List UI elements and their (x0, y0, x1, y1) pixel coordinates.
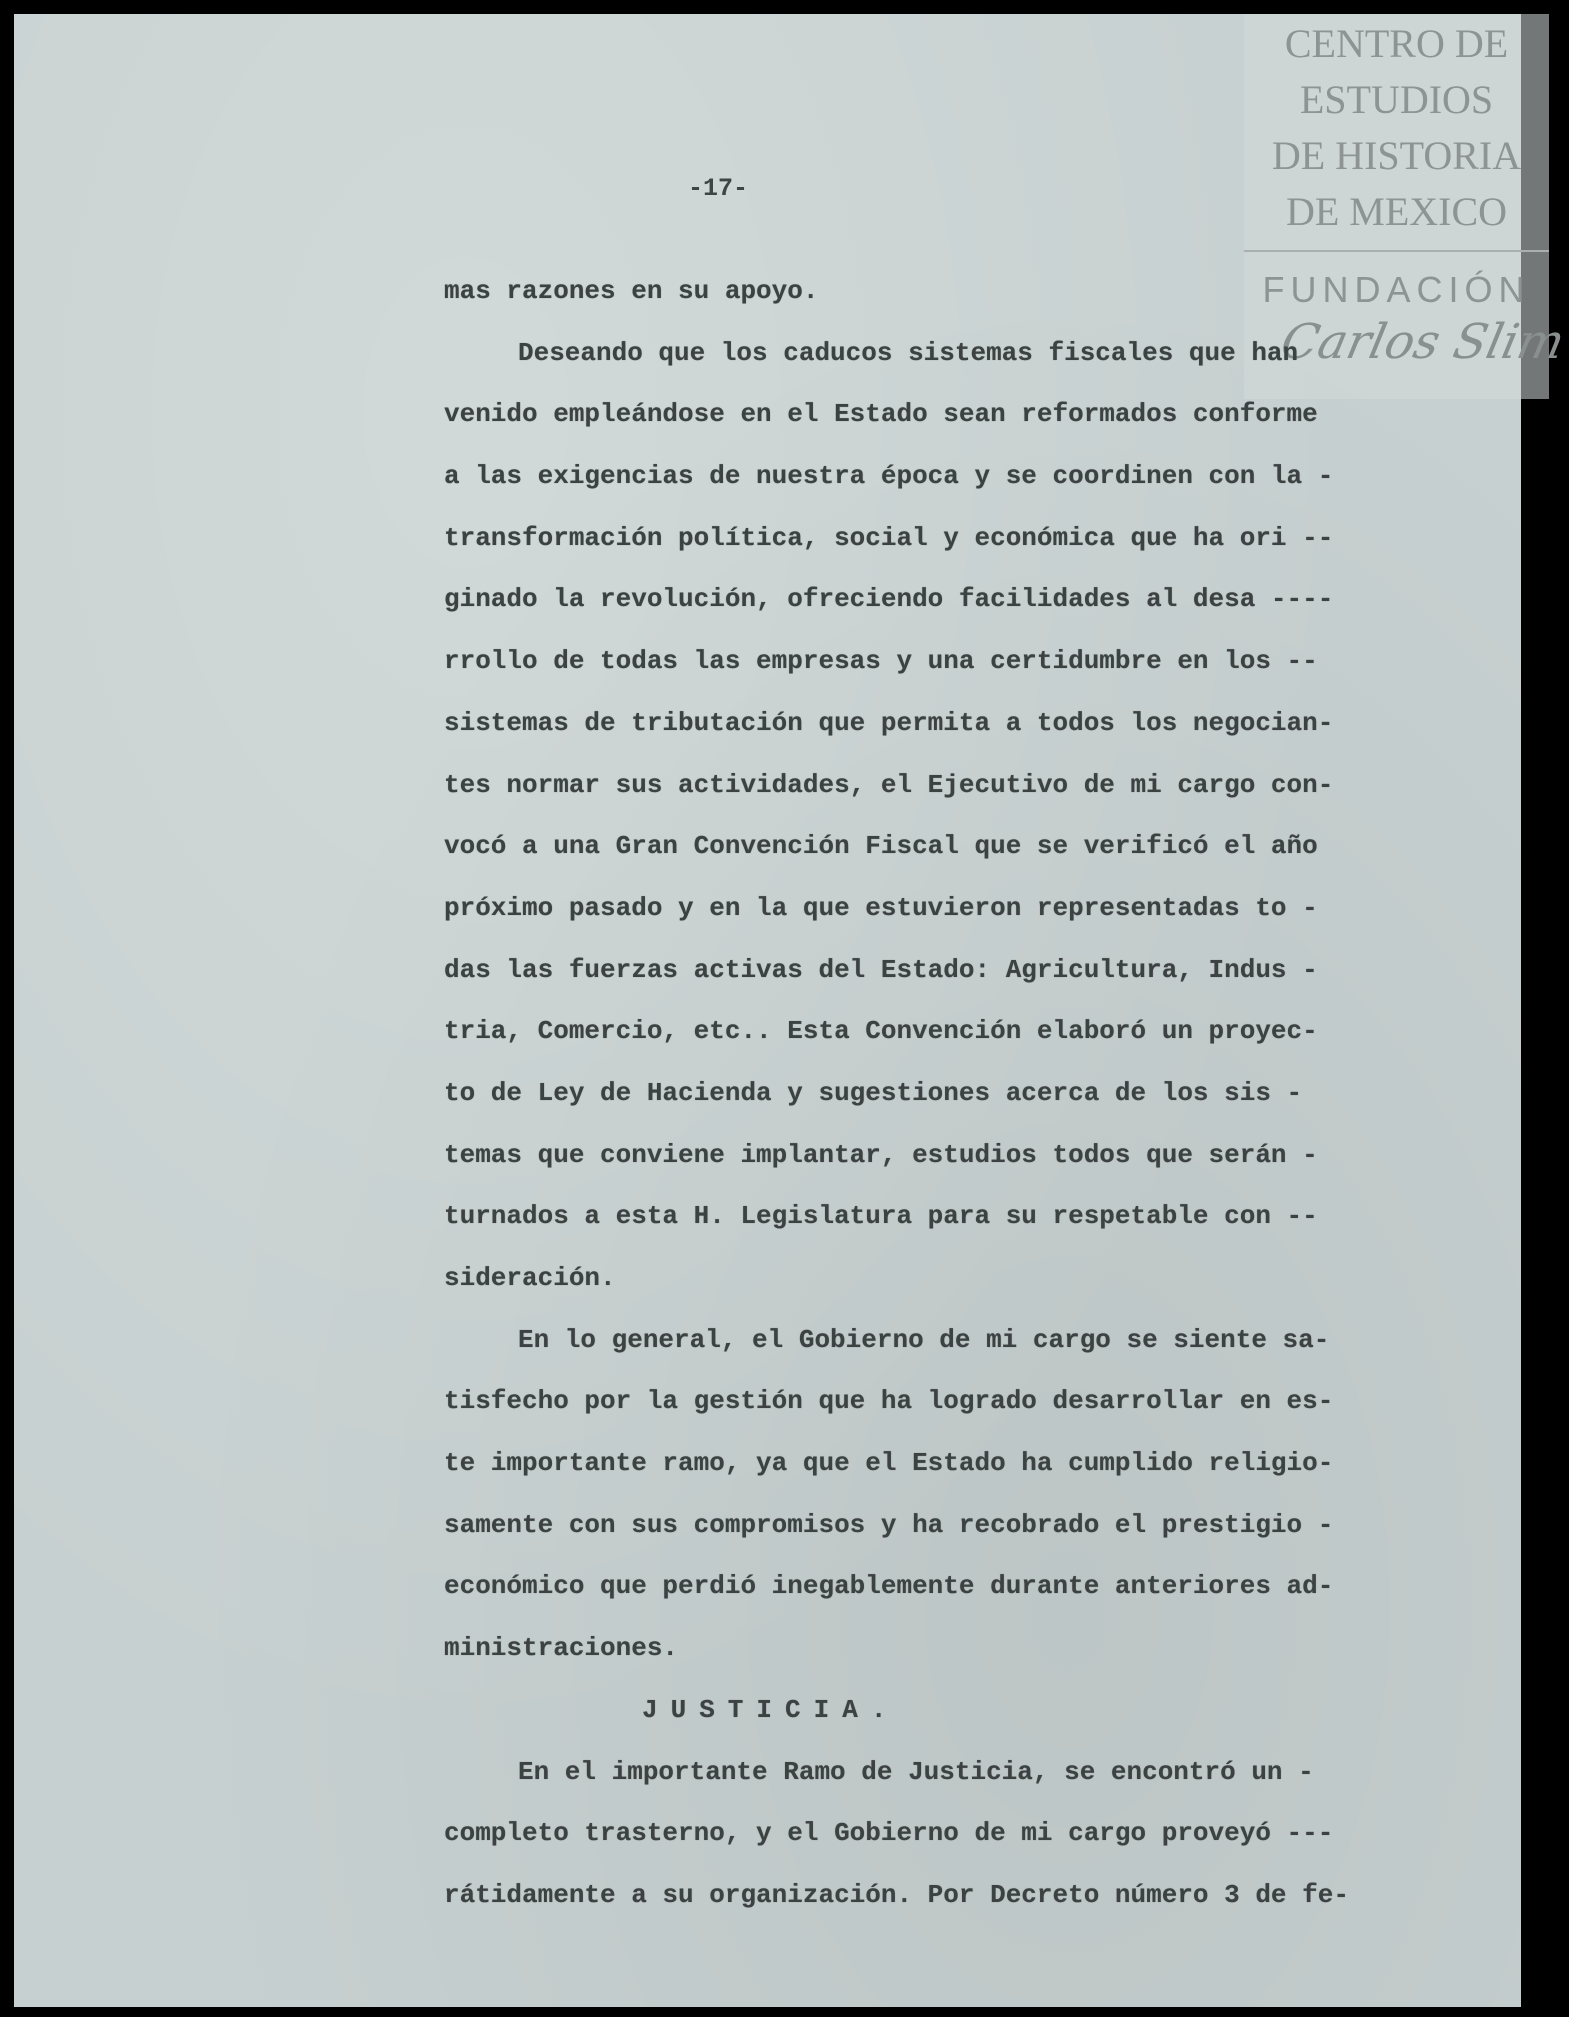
typed-text-body (444, 261, 1484, 1927)
text-line: das las fuerzas activas del Estado: Agricultura, Indus - (444, 954, 1318, 985)
text-line: En el importante Ramo de Justicia, se encontró un - (518, 1756, 1314, 1787)
stamp-line: CENTRO DE (1284, 21, 1509, 66)
text-line: ginado la revolución, ofreciendo facilidades al desa ---- (444, 584, 1334, 615)
text-line: te importante ramo, ya que el Estado ha cumplido religio- (444, 1448, 1334, 1479)
text-line: turnados a esta H. Legislatura para su respetable con -- (444, 1201, 1318, 1232)
page-number: -17- (688, 174, 749, 203)
text-line: a las exigencias de nuestra época y se coordinen con la ‑ (444, 461, 1334, 492)
text-line: rrollo de todas las empresas y una certidumbre en los -- (444, 646, 1318, 677)
text-line: vocó a una Gran Convención Fiscal que se verificó el año (444, 831, 1318, 862)
text-line: mas razones en su apoyo. (444, 276, 819, 306)
stamp-line: DE HISTORIA (1271, 133, 1522, 178)
document-page (14, 14, 1569, 2007)
text-line: venido empleándose en el Estado sean reformados conforme (444, 399, 1318, 430)
stamp-line: ESTUDIOS (1299, 77, 1494, 122)
text-line: En lo general, el Gobierno de mi cargo se siente sa- (518, 1324, 1330, 1355)
stamp-line: DE MEXICO (1285, 189, 1508, 234)
stamp-foundation: FUNDACIÓN (1262, 269, 1531, 310)
text-line: sideración. (444, 1263, 616, 1293)
text-line: to de Ley de Hacienda y sugestiones acerca de los sis - (444, 1077, 1303, 1108)
text-line: próximo pasado y en la que estuvieron representadas to - (444, 892, 1318, 923)
text-line: económico que perdió inegablemente durante anteriores ad- (444, 1571, 1334, 1602)
text-line: tisfecho por la gestión que ha logrado desarrollar en es- (444, 1386, 1334, 1417)
section-heading: JUSTICIA. (642, 1694, 900, 1725)
text-line: tes normar sus actividades, el Ejecutivo de mi cargo con- (444, 769, 1334, 800)
stamp-signature: Carlos Slim (1276, 314, 1569, 370)
text-line: samente con sus compromisos y ha recobrado el prestigio - (444, 1509, 1334, 1540)
text-line: sistemas de tributación que permita a todos los negocian- (444, 707, 1334, 738)
text-line: rátidamente a su organización. Por Decreto número 3 de fe- (444, 1879, 1349, 1910)
text-line: tria, Comercio, etc.. Esta Convención elaboró un proyec- (444, 1016, 1318, 1047)
text-line: ministraciones. (444, 1633, 679, 1664)
stamp-divider (1244, 250, 1549, 252)
text-line: Deseando que los caducos sistemas fiscales que han (518, 337, 1299, 368)
text-line: completo trasterno, y el Gobierno de mi cargo proveyó --- (444, 1818, 1334, 1849)
text-line: transformación política, social y económica que ha ori -- (444, 522, 1334, 553)
text-line: temas que conviene implantar, estudios todos que serán - (444, 1139, 1318, 1170)
